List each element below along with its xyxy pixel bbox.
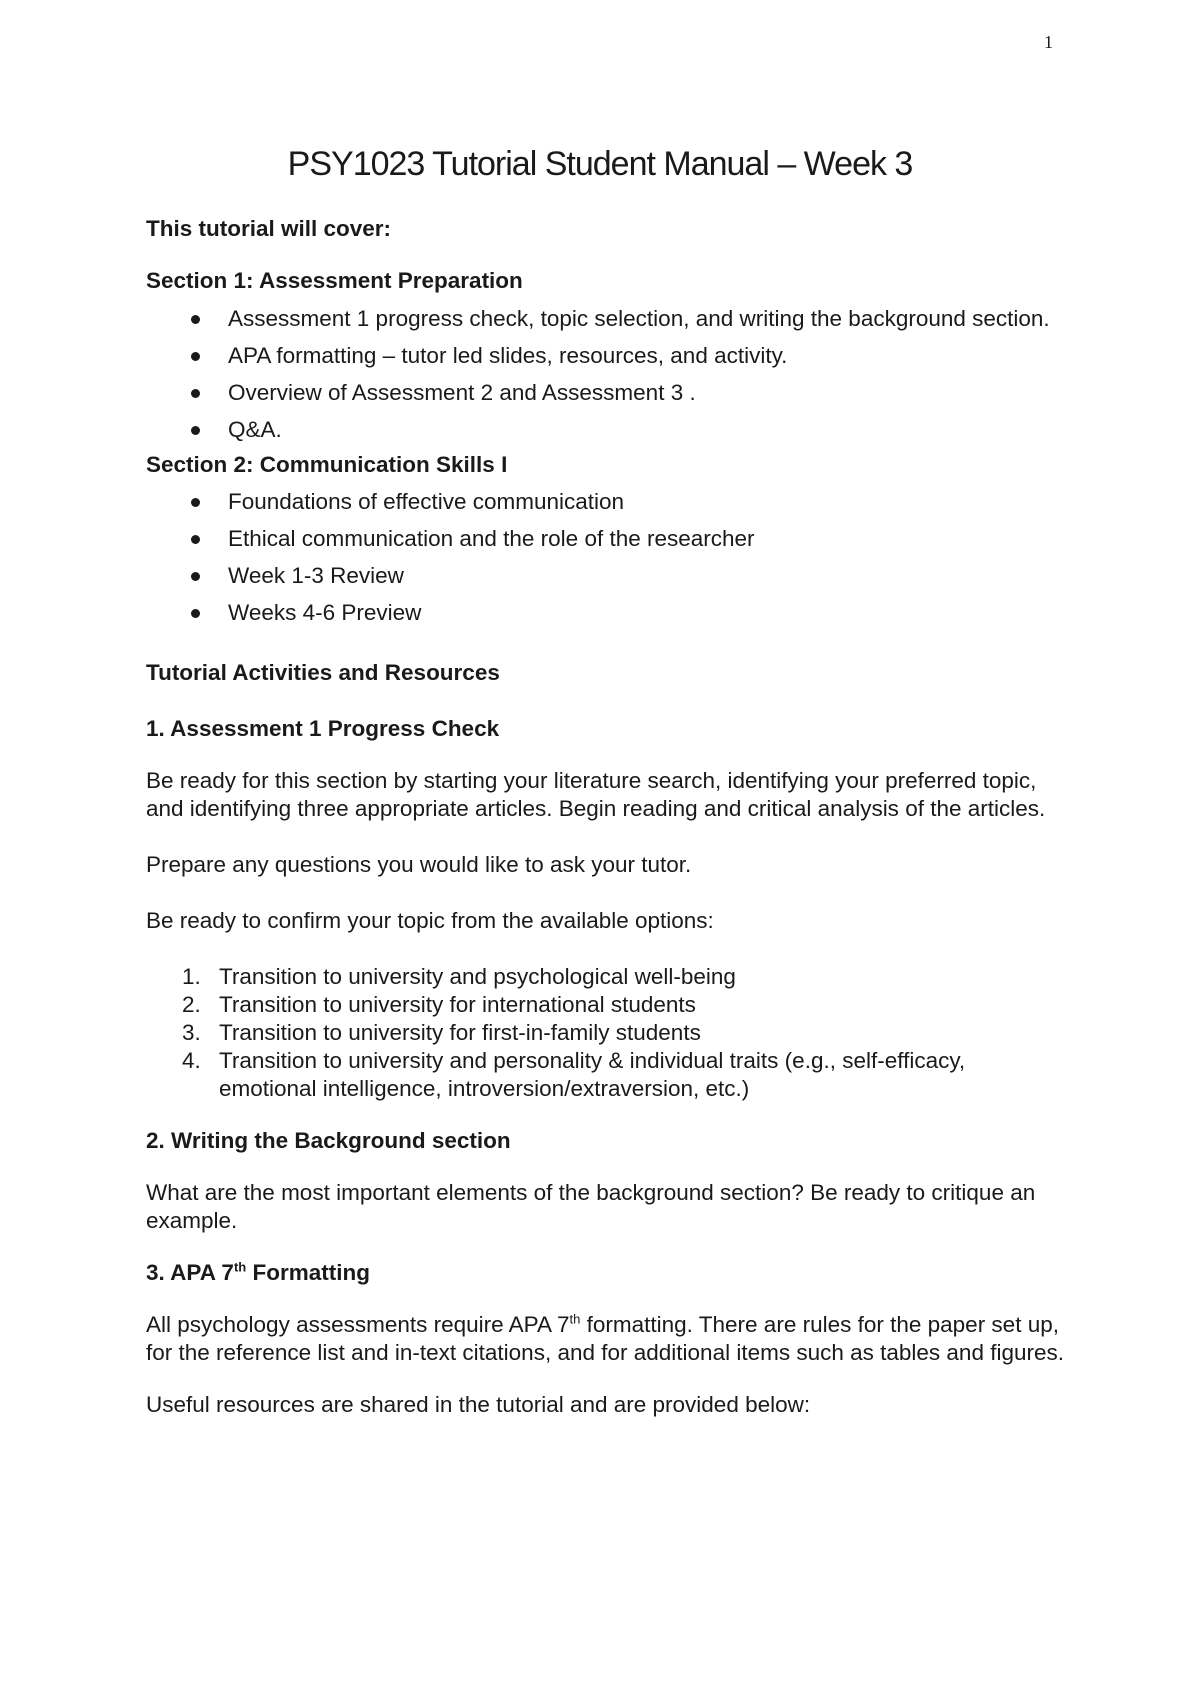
intro-heading: This tutorial will cover:	[146, 216, 392, 241]
list-item: Weeks 4-6 Preview	[146, 597, 1066, 629]
section1-heading: Section 1: Assessment Preparation	[146, 268, 523, 293]
part1-paragraph: Be ready for this section by starting your literature search, identifying your preferred topic, and identifying three appropriate articles. Begin reading and critical analysis of the articles.	[146, 768, 1046, 821]
bullet-icon	[191, 572, 200, 581]
bullet-icon	[191, 498, 200, 507]
section1-list	[146, 303, 1066, 446]
section2-heading: Section 2: Communication Skills I	[146, 452, 508, 477]
list-item: 3. Transition to university for first-in-family students	[182, 1020, 701, 1045]
list-item: Assessment 1 progress check, topic selection, and writing the background section.	[146, 303, 1066, 335]
part2-heading: 2. Writing the Background section	[146, 1128, 511, 1153]
bullet-icon	[191, 352, 200, 361]
list-item: Foundations of effective communication	[146, 486, 1066, 518]
part1-paragraph-questions: Prepare any questions you would like to ask your tutor.	[146, 852, 692, 877]
list-item: 1. Transition to university and psychological well-being	[182, 964, 736, 989]
bullet-icon	[191, 389, 200, 398]
list-item: Overview of Assessment 2 and Assessment 3 .	[146, 377, 1066, 409]
list-item: Q&A.	[146, 414, 1066, 446]
part3-resources-paragraph: Useful resources are shared in the tutorial and are provided below:	[146, 1392, 811, 1417]
section2-list	[146, 486, 1066, 629]
part1-paragraph-topics: Be ready to confirm your topic from the available options:	[146, 908, 714, 933]
list-item: APA formatting – tutor led slides, resources, and activity.	[146, 340, 1066, 372]
list-item: Ethical communication and the role of the researcher	[146, 523, 1066, 555]
part1-heading: 1. Assessment 1 Progress Check	[146, 716, 500, 741]
topic-list	[146, 963, 1066, 1103]
activities-heading: Tutorial Activities and Resources	[146, 660, 500, 685]
part2-paragraph: What are the most important elements of the background section? Be ready to critique an example.	[146, 1180, 1036, 1233]
document-body	[146, 215, 1066, 1419]
document-title: PSY1023 Tutorial Student Manual – Week 3	[287, 145, 913, 183]
page-number: 1	[1044, 32, 1053, 52]
bullet-icon	[191, 609, 200, 618]
list-item: 2. Transition to university for international students	[182, 992, 696, 1017]
list-item: Week 1-3 Review	[146, 560, 1066, 592]
list-item: 4. Transition to university and personality & individual traits (e.g., self-efficacy, emotional intelligence, introversion/extraversion, etc.)	[182, 1048, 966, 1101]
part3-heading: 3. APA 7th Formatting	[146, 1259, 370, 1285]
bullet-icon	[191, 315, 200, 324]
bullet-icon	[191, 535, 200, 544]
bullet-icon	[191, 426, 200, 435]
part3-paragraph: All psychology assessments require APA 7th formatting. There are rules for the paper set up, for the reference list and in-text citations, and for additional items such as tables and figures.	[146, 1311, 1064, 1365]
